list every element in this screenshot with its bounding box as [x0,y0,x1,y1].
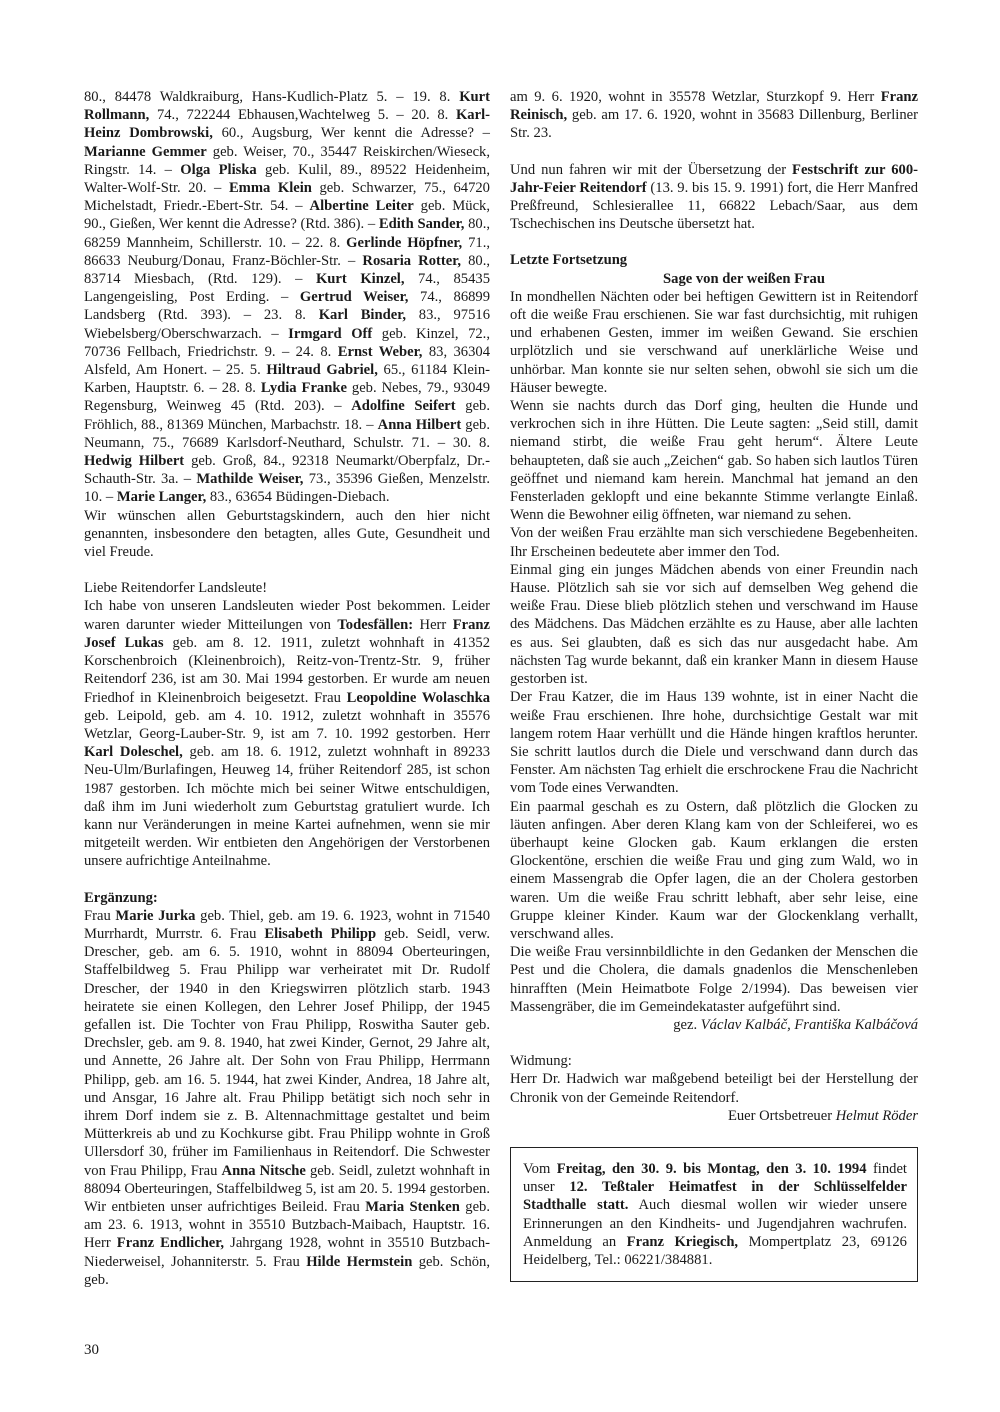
bold-name: Kurt Kinzel, [315,271,405,288]
bold-name: Franz Kriegisch, [626,1233,739,1250]
supplement-paragraph: Frau Marie Jurka geb. Thiel, geb. am 19. 6. 1923, wohnt in 71540 Murrhardt, Murrstr. 6. Frau Elisabeth Philipp geb. Seidl, verw. Drescher, geb. am 6. 5. 1910, wohnt in 88094 Oberteuringen, Staffelbildweg 5. Frau Philipp war verheiratet mit Dr. Rudolf Drescher, der 1940 in den Kriegswirren plötzlich starb. 1943 heiratete sie einen Kollegen, den Lehrer Josef Philipp, der 1945 gefallen ist. Die Tochter von Frau Philipp, Roswitha Sauter geb. Drechsler, geb. am 9. 8. 1940, hat zwei Kinder, Gernot, 29 Jahre alt, und Annette, 26 Jahre alt. Der Sohn von Frau Philipp, Herrmann Philipp, geb. am 16. 5. 1944, hat zwei Kinder, Andrea, 18 Jahre alt, und Ansgar, 16 Jahre alt. Frau Philipp betätigt sich noch sehr in ihrem Dorf indem sie z. B. Altennachmittage gestaltet und beim Mütterkreis ab und zu Kochkurse gibt. Frau Philipp wohnte in Groß Ullersdorf 30, früher im Familienhaus in Reitendorf. Die Schwester von Frau Philipp, Frau Anna Nitsche geb. Seidl, zuletzt wohnhaft in 88094 Oberteuringen, Staffelbildweg 5, ist am 20. 5. 1994 gestorben. Wir entbieten unser aufrichtiges Beileid. Frau Maria Stenken geb. am 23. 6. 1913, wohnt in 35510 Butzbach-Maibach, Hauptstr. 16. Herr Franz Endlicher, Jahrgang 1928, wohnt in 35510 Butzbach-Niederweisel, Johanniterstr. 5. Frau Hilde Hermstein geb. Schön, geb. [84,907,491,1288]
closing-prefix: Euer Ortsbetreuer [727,1107,836,1124]
bold-name: Rosaria Rotter, [362,252,461,269]
bold-name: Franz Endlicher, [116,1235,225,1252]
bold-name: Freitag, den 30. 9. bis Montag, den 3. 10. 1994 [556,1160,867,1177]
last-installment-heading: Letzte Fortsetzung [510,252,628,269]
story-paragraph: Wenn sie nachts durch das Dorf ging, heulten die Hunde und verkrochen sich in ihre Hütten. Die Leute sagten: „Seid still, damit niemand stirbt, die weiße Frau geht herum“. Ältere Leute behaupteten, daß sie auch „Zeichen“ gab. So haben sich lautlos Türen geöffnet und niemand kam herein. Manchmal hat jemand an den Fensterladen geklopft und eine bekannte Stimme verlangte Einlaß. Wenn die Bewohner eilig öffneten, war niemand zu sehen. [510,398,918,524]
bold-name: Franz Josef Lukas [84,616,490,651]
bold-name: Todesfällen: [337,616,414,633]
story-paragraph: Von der weißen Frau erzählte man sich verschiedene Begebenheiten. Ihr Erscheinen bedeutete aber immer den Tod. [510,525,918,560]
story-title: Sage von der weißen Frau [663,270,825,287]
bold-name: Ernst Weber, [337,343,423,360]
story-paragraph: Der Frau Katzer, die im Haus 139 wohnte, ist in einer Nacht die weiße Frau erschienen. Ihre hohe, durchsichtige Gestalt war mit langem rotem Haar verhüllt und die Hände hingen kraftlos herunter. Sie schritt lautlos durch die Diele und verschwand dann durch das Fenster. Am nächsten Tag erhielt die erschrockene Frau die Nachricht vom Tode eines Verwandten. [510,689,918,797]
continuation-paragraph: am 9. 6. 1920, wohnt in 35578 Wetzlar, Sturzkopf 9. Herr Franz Reinisch, geb. am 17. 6. 1920, wohnt in 35683 Dillenburg, Berliner Str. 23. [510,89,918,142]
story-signature [510,1016,918,1034]
dedication-text: Herr Dr. Hadwich war maßgebend beteiligt bei der Herstellung der Chronik von der Gemeinde Reitendorf. [510,1071,918,1106]
story-paragraph: Einmal ging ein junges Mädchen abends von einer Freundin nach Hause. Plötzlich sah sie vor sich auf demselben Weg gehend die weiße Frau. Diese blieb plötzlich stehen und verschwand im Hause des Mädchens. Das Mädchen erzählte es zu Hause, aber alle lachten es aus. Sei glaubten, daß es sich das nur ausgedacht habe. Am nächsten Tag wurde bekannt, daß ein kranker Mann in diesem Hause gestorben ist. [510,561,918,688]
bold-name: Albertine Leiter [309,198,414,215]
right-column [510,88,918,1282]
bold-name: Anna Hilbert [377,416,462,433]
bold-name: Anna Nitsche [221,1162,306,1179]
announcement-box [510,1147,918,1282]
bold-name: 12. Teßtaler Heimatfest in der Schlüsselfelder Stadthalle statt. [523,1179,907,1214]
bold-name: Karl Doleschel, [84,744,183,761]
bold-name: Hedwig Hilbert [84,453,185,470]
bold-name: Hiltraud Gabriel, [266,362,378,379]
bold-name: Gerlinde Höpfner, [346,234,463,251]
bold-name: Leopoldine Wolaschka [346,689,491,706]
bold-name: Marianne Gemmer [84,143,207,160]
bold-name: Elisabeth Philipp [264,925,377,942]
bold-name: Karl Binder, [318,307,406,324]
bold-name: Lydia Franke [260,380,347,397]
bold-name: Franz Reinisch, [510,89,918,124]
announcement-text: Vom Freitag, den 30. 9. bis Montag, den 3. 10. 1994 findet unser 12. Teßtaler Heimatfest in der Schlüsselfelder Stadthalle statt. Auch diesmal wollen wir wieder unsere Erinnerungen an den Kindheits- und Jugendjahren wachrufen. Anmeldung an Franz Kriegisch, Mompertplatz 23, 69126 Heidelberg, Tel.: 06221/384881. [523,1160,907,1268]
bold-name: Festschrift zur 600-Jahr-Feier Reitendorf [510,161,918,196]
closing-signature [510,1107,918,1125]
bold-name: Marie Jurka [115,907,196,924]
signature-names: Václav Kalbáč, Františka Kalbáčová [700,1016,918,1033]
bold-name: Emma Klein [228,180,312,197]
left-column [84,88,490,1289]
closing-name: Helmut Röder [835,1107,918,1124]
birthday-wishes-paragraph: Wir wünschen allen Geburtstagskindern, auch den hier nicht genannten, insbesondere den betagten, alles Gute, Gesundheit und viel Freude. [84,507,490,561]
bold-name: Hilde Hermstein [306,1253,413,1270]
bold-name: Karl-Heinz Dombrowski, [84,107,490,142]
bold-name: Mathilde Weiser, [196,471,304,488]
deaths-paragraph: Ich habe von unseren Landsleuten wieder Post bekommen. Leider waren darunter wieder Mitteilungen von Todesfällen: Herr Franz Josef Lukas geb. am 8. 12. 1911, zuletzt wohnhaft in 41352 Korschenbroich (Kleinenbroich), Reitz-von-Trentz-Str. 9, früher Reitendorf 236, ist am 30. Mai 1994 gestorben. Er wurde am neuen Friedhof in Kleinenbroich beigesetzt. Frau Leopoldine Wolaschka geb. Leipold, geb. am 4. 10. 1912, zuletzt wohnhaft in 35576 Wetzlar, Georg-Lauber-Str. 9, ist am 7. 10. 1992 gestorben. Herr Karl Doleschel, geb. am 18. 6. 1912, zuletzt wohnhaft in 89233 Neu-Ulm/Burlafingen, Heuweg 14, früher Reitendorf 285, ist schon 1987 gestorben. Ich möchte mich bei seiner Witwe entschuldigen, daß ihm im Juni wiederholt zum Geburtstag gratuliert wurde. Ich kann nur Veränderungen in meine Kartei aufnehmen, wenn sie mir mitgeteilt werden. Wir entbieten den Angehörigen der Verstorbenen unsere aufrichtige Anteilnahme. [84,598,491,870]
greeting-line: Liebe Reitendorfer Landsleute! [84,580,268,597]
translation-paragraph: Und nun fahren wir mit der Übersetzung der Festschrift zur 600-Jahr-Feier Reitendorf (13. 9. bis 15. 9. 1991) fort, die Herr Manfred Preßfreund, Schlesierallee 11, 66822 Lebach/Saar, aus dem Tschechischen ins Deutsche übersetzt hat. [510,161,918,233]
bold-name: Marie Langer, [116,489,207,506]
page-number: 30 [84,1342,99,1358]
story-paragraph: In mondhellen Nächten oder bei heftigen Gewittern ist in Reitendorf oft die weiße Frau erschienen. Sie war fast durchsichtig, mit ruhigen und erhabenen Gesten, immer im weißen Gewand. Sie erschien urplötzlich und sie verschwand auf unerklärliche Weise und unhörbar. Man konnte sie nur selten sehen, obwohl sie sich um die Häuser bewegte. [510,288,918,396]
bold-name: Maria Stenken [365,1198,460,1215]
bold-name: Adolfine Seifert [351,398,456,415]
bold-name: Olga Pliska [180,161,257,178]
story-paragraph: Die weiße Frau versinnbildlichte in den Gedanken der Menschen die Pest und die Cholera, die damals gnadenlos die Menschenleben hinrafften (Mein Heimatbote Folge 2/1994). Das beweisen vier Massengräber, die im Gemeindekataster aufgeführt sind. [510,944,918,1015]
birthday-list-paragraph: 80., 84478 Waldkraiburg, Hans-Kudlich-Platz 5. – 19. 8. Kurt Rollmann, 74., 722244 Ebhausen,Wachtelweg 5. – 20. 8. Karl-Heinz Dombrowski, 60., Augsburg, Wer kennt die Adresse? – Marianne Gemmer geb. Weiser, 70., 35447 Reiskirchen/Wieseck, Ringstr. 14. – Olga Pliska geb. Kulil, 89., 89522 Heidenheim, Walter-Wolf-Str. 20. – Emma Klein geb. Schwarzer, 75., 64720 Michelstadt, Friedr.-Ebert-Str. 54. – Albertine Leiter geb. Mück, 90., Gießen, Wer kennt die Adresse? (Rtd. 386). – Edith Sander, 80., 68259 Mannheim, Schillerstr. 10. – 22. 8. Gerlinde Höpfner, 71., 86633 Neuburg/Donau, Franz-Böchler-Str. – Rosaria Rotter, 80., 83714 Miesbach, (Rtd. 129). – Kurt Kinzel, 74., 85435 Langengeisling, Post Erding. – Gertrud Weiser, 74., 86899 Landsberg (Rtd. 393). – 23. 8. Karl Binder, 83., 97516 Wiebelsberg/Oberschwarzach. – Irmgard Off geb. Kinzel, 72., 70736 Fellbach, Friedrichstr. 9. – 24. 8. Ernst Weber, 83, 36304 Alsfeld, Am Honert. – 25. 5. Hiltraud Gabriel, 65., 61184 Klein-Karben, Hauptstr. 6. – 28. 8. Lydia Franke geb. Nebes, 79., 93049 Regensburg, Weinweg 45 (Rtd. 203). – Adolfine Seifert geb. Fröhlich, 88., 81369 München, Marbachstr. 18. – Anna Hilbert geb. Neumann, 75., 76689 Karlsdorf-Neuthard, Schulstr. 71. – 30. 8. Hedwig Hilbert geb. Groß, 84., 92318 Neumarkt/Oberpfalz, Dr.-Schauth-Str. 3a. – Mathilde Weiser, 73., 35396 Gießen, Menzelstr. 10. – Marie Langer, 83., 63654 Büdingen-Diebach. [84,89,491,506]
signature-prefix: gez. [673,1016,701,1033]
bold-name: Gertrud Weiser, [299,289,409,306]
dedication-label: Widmung: [510,1053,572,1070]
bold-name: Irmgard Off [288,325,373,342]
supplement-heading: Ergänzung: [84,889,158,906]
bold-name: Kurt Rollmann, [84,89,490,124]
bold-name: Edith Sander, [378,216,465,233]
story-paragraph: Ein paarmal geschah es zu Ostern, daß plötzlich die Glocken zu läuten anfingen. Aber deren Klang kam von der Schleiferei, wo es überhaupt keine Glocken gab. Kaum erklangen die ersten Glockentöne, erschien die weiße Frau und ging zum Wald, wo in einem Massengrab die Opfer lagen, die an der Cholera gestorben waren. Um die weiße Frau schritt lebhaft, aber sehr leise, eine Gruppe kleiner Kinder. Kaum war der Glockenklang verhallt, verschwand alles. [510,798,918,942]
